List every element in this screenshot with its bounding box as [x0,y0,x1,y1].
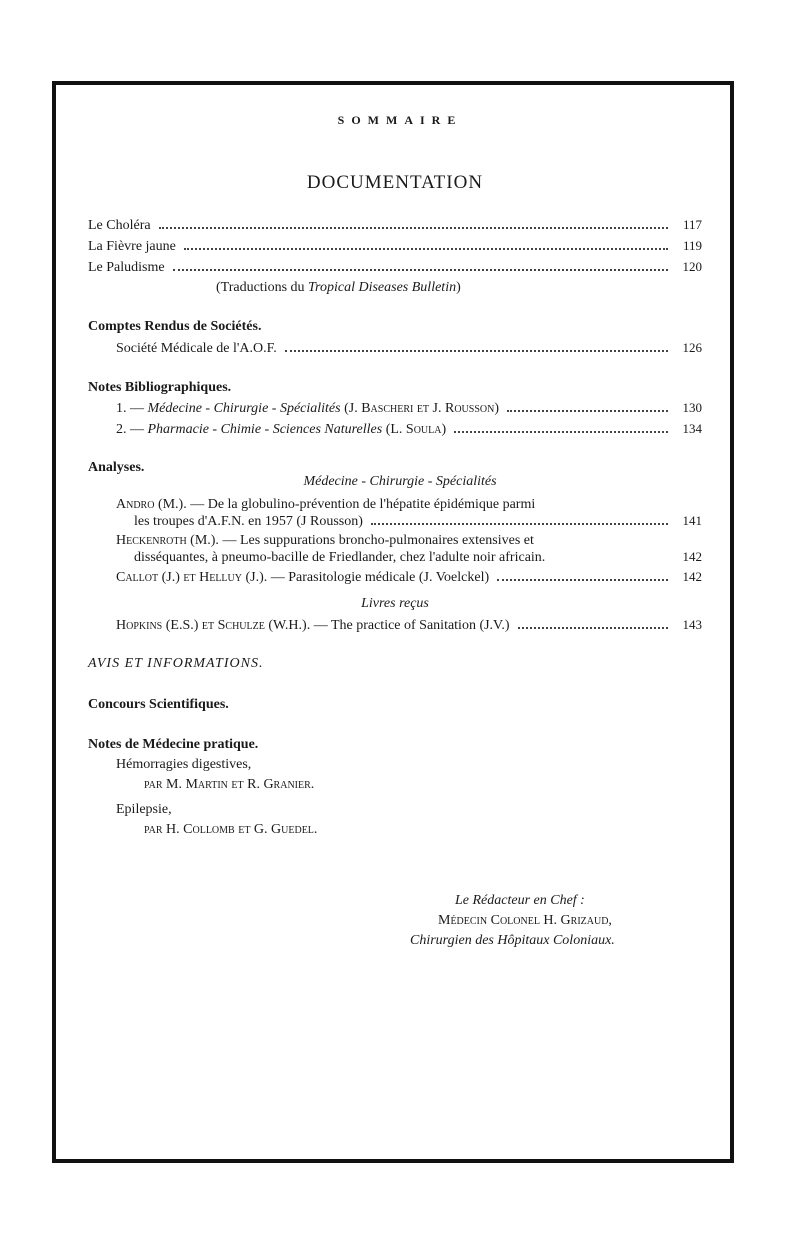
bulletin-title: Tropical Diseases Bulletin [308,280,457,295]
notes-medecine-heading: Notes de Médecine pratique. [88,737,259,752]
item-hemorragies: Hémorragies digestives, [116,757,252,772]
traductions-note [216,280,461,296]
item-epilepsie: Epilepsie, [116,802,172,817]
analysis-title: — The practice of Sanitation (J.V.) [310,618,510,633]
notes-bibliographiques-heading: Notes Bibliographiques. [88,380,232,395]
leader-dots [371,522,668,525]
toc-label: Le Paludisme [88,260,165,275]
documentation-title: DOCUMENTATION [306,172,484,193]
item-title: Pharmacie - Chimie - Sciences Naturelles [147,422,383,437]
toc-entry-biblio-1 [116,400,702,417]
toc-entry-societe-medicale [116,340,702,357]
toc-label [116,422,446,438]
page-number: 120 [682,259,702,274]
leader-dots [173,268,668,271]
page-number: 143 [682,617,702,632]
toc-label: Le Choléra [88,218,151,233]
leader-dots [497,578,668,581]
page-number: 142 [682,549,702,564]
signature-role: Le Rédacteur en Chef : [455,893,585,908]
leader-dots [285,349,668,352]
toc-label: Société Médicale de l'A.O.F. [116,341,277,356]
toc-label: La Fièvre jaune [88,239,176,254]
toc-entry-biblio-2 [116,421,702,438]
item-authors: (J. Bascheri et J. Rousson) [340,401,499,416]
analysis-title-line1: — Les suppurations broncho-pulmonaires extensives et [218,533,534,548]
page-number: 134 [682,421,702,436]
toc-entry-paludisme [88,259,702,276]
avis-informations-heading: AVIS ET INFORMATIONS. [88,656,264,671]
leader-dots [184,247,668,250]
page-number: 119 [682,238,702,253]
analysis-heckenroth [116,532,702,566]
analysis-hopkins [116,617,702,634]
page-number: 141 [682,513,702,528]
analyses-heading: Analyses. [88,460,145,475]
analysis-andro [116,496,702,530]
item-authors: (L. Soula) [382,422,447,437]
leader-dots [454,430,668,433]
analysis-title-line2: disséquantes, à pneumo-bacille de Friedlander, chez l'adulte noir africain. [134,550,546,565]
traductions-suffix: ) [456,280,461,295]
analysis-author: Hopkins (E.S.) et Schulze (W.H.). [116,618,311,633]
page-number: 130 [682,400,702,415]
analysis-title-line1: — De la globulino-prévention de l'hépatite épidémique parmi [186,497,536,512]
signature-title: Chirurgien des Hôpitaux Coloniaux. [410,933,615,948]
leader-dots [159,226,668,229]
analysis-title-line2: les troupes d'A.F.N. en 1957 (J Rousson) [134,514,363,529]
page-number: 117 [682,217,702,232]
leader-dots [518,626,668,629]
concours-heading: Concours Scientifiques. [88,697,229,712]
signature-name: Médecin Colonel H. Grizaud, [438,913,612,928]
livres-recus-subheading: Livres reçus [361,596,429,611]
comptes-rendus-heading: Comptes Rendus de Sociétés. [88,319,262,334]
toc-label [116,401,499,417]
analysis-author: Callot (J.) et Helluy (J.). [116,570,268,585]
item-hemorragies-authors: par M. Martin et R. Granier. [144,777,315,792]
sommaire-heading: SOMMAIRE [337,113,463,127]
leader-dots [507,409,668,412]
page-number: 142 [682,569,702,584]
toc-entry-cholera [88,217,702,234]
traductions-prefix: (Traductions du [216,280,309,295]
analysis-author: Heckenroth (M.). [116,533,219,548]
item-title: Médecine - Chirurgie - Spécialités [147,401,341,416]
item-number: 1. — [116,401,148,416]
toc-label [116,570,489,586]
analysis-author: Andro (M.). [116,497,187,512]
page-number: 126 [682,340,702,355]
analysis-callot [116,569,702,586]
toc-label [116,618,510,634]
analyses-subheading: Médecine - Chirurgie - Spécialités [303,474,497,489]
analysis-title: — Parasitologie médicale (J. Voelckel) [267,570,490,585]
item-epilepsie-authors: par H. Collomb et G. Guedel. [144,822,318,837]
item-number: 2. — [116,422,148,437]
toc-entry-fievre-jaune [88,238,702,255]
